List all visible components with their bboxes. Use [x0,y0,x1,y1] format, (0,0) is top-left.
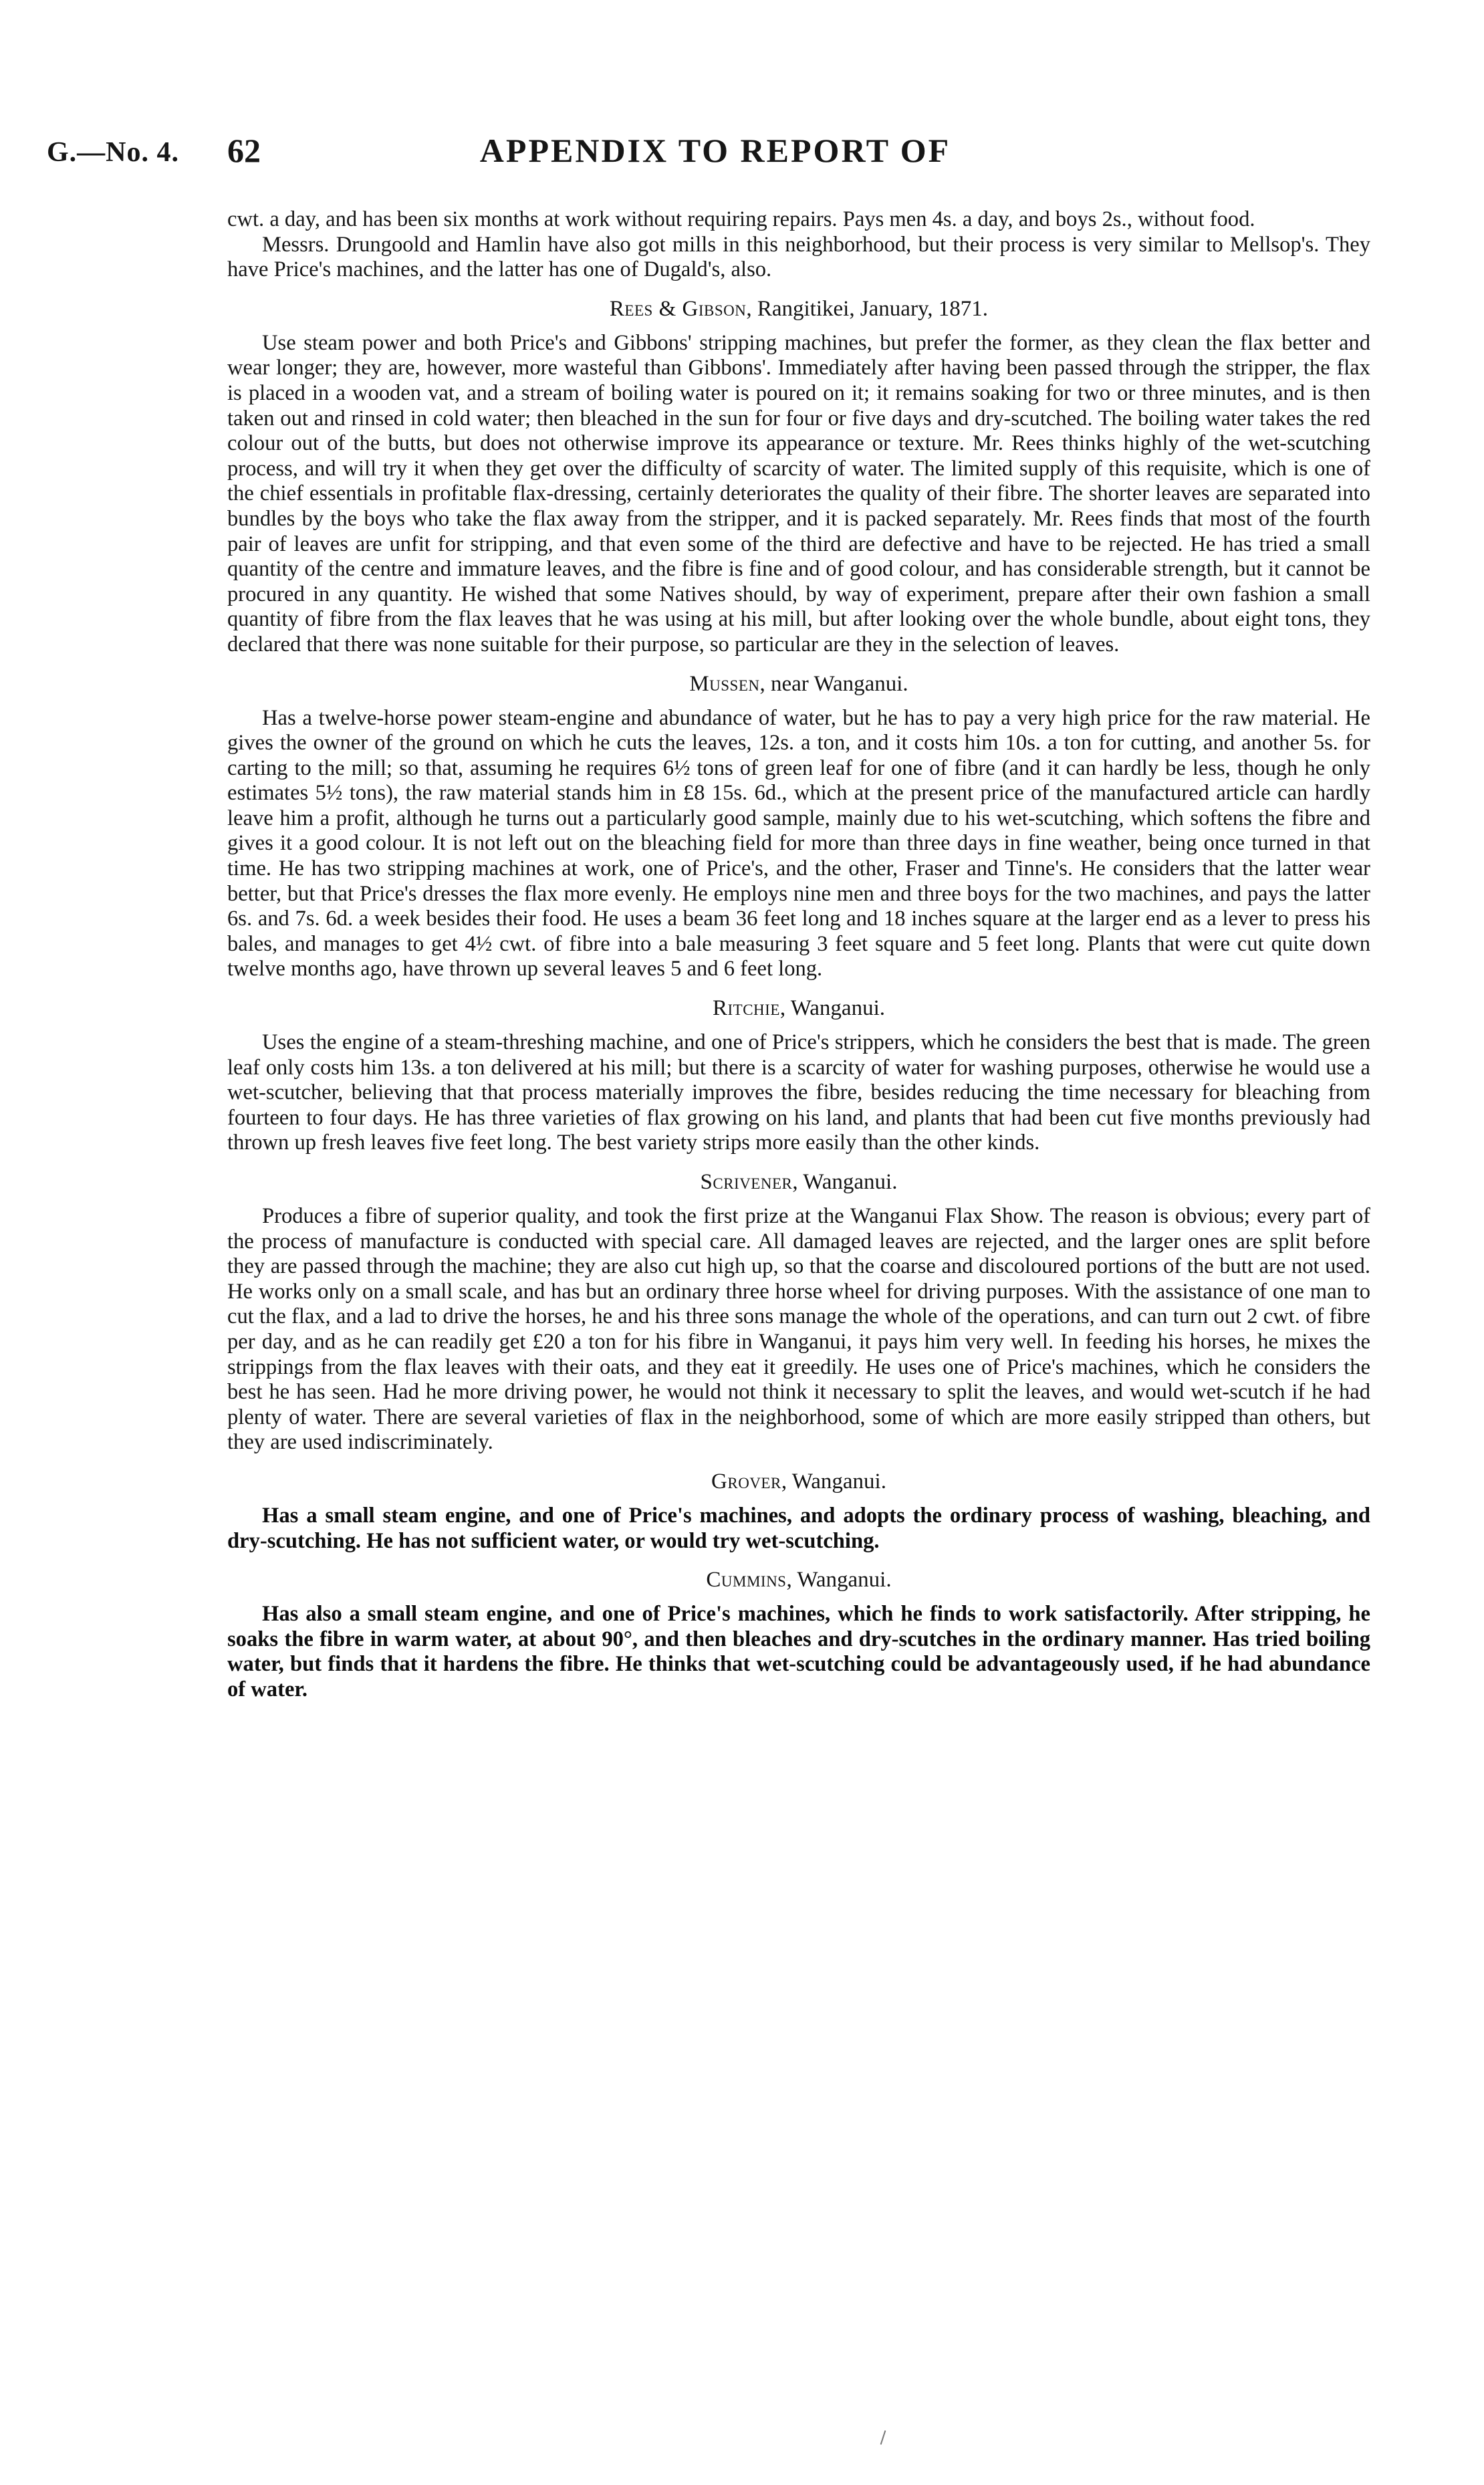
document-reference: G.—No. 4. [47,137,179,168]
section-location: , Wanganui. [779,996,885,1021]
section-name: Scrivener [700,1170,793,1194]
section-paragraph: Has also a small steam engine, and one of Price's machines, which he finds to work satisfactorily. After stripping, he soaks the fibre in warm water, at about 90°, and then bleaches and dry-scutches in the ordinary manner. Has tried boiling water, but finds that it hardens the fibre. He thinks that wet-scutching could be advantageously used, if he had abundance of water. [227,1602,1370,1701]
section-name: Rees & Gibson [609,296,747,321]
section-heading-ritchie [227,995,1370,1021]
section-heading-mussen [227,671,1370,697]
page-number: 62 [227,132,261,169]
section-paragraph: Produces a fibre of superior quality, and took the first prize at the Wanganui Flax Show. The reason is obvious; every part of the process of manufacture is conducted with special care. All damaged leaves are rejected, and the larger ones are split before they are passed through the machine; they are also cut high up, so that the coarse and discoloured portions of the butt are not used. He works only on a small scale, and has but an ordinary three horse wheel for driving purposes. With the assistance of one man to cut the flax, and a lad to drive the horses, he and his three sons manage the whole of the operations, and can turn out 2 cwt. of fibre per day, and as he can readily get £20 a ton for his fibre in Wanganui, it pays him very well. In feeding his horses, he mixes the strippings from the flax leaves with their oats, and they eat it greedily. He uses one of Price's machines, which he considers the best he has seen. Had he more driving power, he would not think it necessary to split the leaves, and would wet-scutch if he had plenty of water. There are several varieties of flax in the neighborhood, some of which are more easily stripped than others, but they are used indiscriminately. [227,1204,1370,1455]
section-location: , Wanganui. [786,1568,892,1592]
section-name: Ritchie [712,996,780,1021]
section-paragraph: Has a small steam engine, and one of Price's machines, and adopts the ordinary process of washing, bleaching, and dry-scutching. He has not sufficient water, or would try wet-scutching. [227,1503,1370,1553]
page-header [47,131,1384,178]
section-location: , Wanganui. [781,1469,886,1494]
section-heading-rees-gibson [227,296,1370,322]
page-title: APPENDIX TO REPORT OF [479,132,951,169]
intro-paragraph-2: Messrs. Drungoold and Hamlin have also got mills in this neighborhood, but their process is very similar to Mellsop's. They have Price's machines, and the latter has one of Dugald's, also. [227,232,1370,282]
section-name: Mussen [689,671,760,696]
section-location: , Rangitikei, January, 1871. [746,296,989,321]
document-body [227,207,1370,1703]
section-location: , Wanganui. [792,1170,898,1194]
section-heading-grover [227,1469,1370,1494]
section-heading-scrivener [227,1169,1370,1195]
section-name: Grover [711,1469,781,1494]
section-paragraph: Has a twelve-horse power steam-engine and abundance of water, but he has to pay a very high price for the raw material. He gives the owner of the ground on which he cuts the leaves, 12s. a ton, and it costs him 10s. a ton for cutting, and another 5s. for carting to the mill; so that, assuming he requires 6½ tons of green leaf for one of fibre (and it can hardly be less, though he only estimates 5½ tons), the raw material stands him in £8 15s. 6d., which at the present price of the manufactured article can hardly leave him a profit, although he turns out a particularly good sample, mainly due to his wet-scutching, which softens the fibre and gives it a good colour. It is not left out on the bleaching field for more than three days in fine weather, being once turned in that time. He has two stripping machines at work, one of Price's, and the other, Fraser and Tinne's. He considers that the latter wear better, but that Price's dresses the flax more evenly. He employs nine men and three boys for the two machines, and pays the latter 6s. and 7s. 6d. a week besides their food. He uses a beam 36 feet long and 18 inches square at the larger end as a lever to press his bales, and manages to get 4½ cwt. of fibre into a bale measuring 3 feet square and 5 feet long. Plants that were cut quite down twelve months ago, have thrown up several leaves 5 and 6 feet long. [227,705,1370,981]
intro-paragraph-1: cwt. a day, and has been six months at work without requiring repairs. Pays men 4s. a day, and boys 2s., without food. [227,207,1255,231]
ink-mark [880,2430,886,2445]
section-heading-cummins [227,1567,1370,1592]
section-paragraph: Use steam power and both Price's and Gibbons' stripping machines, but prefer the former, as they clean the flax better and wear longer; they are, however, more wasteful than Gibbons'. Immediately after having been passed through the stripper, the flax is placed in a wooden vat, and a stream of boiling water is poured on it; it remains soaking for two or three minutes, and is then taken out and rinsed in cold water; then bleached in the sun for four or five days and dry-scutched. The boiling water takes the red colour out of the butts, but does not otherwise improve its appearance or texture. Mr. Rees thinks highly of the wet-scutching process, and will try it when they get over the difficulty of scarcity of water. The limited supply of this requisite, which is one of the chief essentials in profitable flax-dressing, certainly deteriorates the quality of their fibre. The shorter leaves are separated into bundles by the boys who take the flax away from the stripper, and it is packed separately. Mr. Rees finds that most of the fourth pair of leaves are unfit for stripping, and that even some of the third are defective and have to be rejected. He has tried a small quantity of the centre and immature leaves, and the fibre is fine and of good colour, and has considerable strength, but it cannot be procured in any quantity. He wished that some Natives should, by way of experiment, prepare after their own fashion a small quantity of fibre from the flax leaves that he was using at his mill, but after looking over the whole bundle, about eight tons, they declared that there was none suitable for their purpose, so particular are they in the selection of leaves. [227,330,1370,657]
section-paragraph: Uses the engine of a steam-threshing machine, and one of Price's strippers, which he considers the best that is made. The green leaf only costs him 13s. a ton delivered at his mill; but there is a scarcity of water for washing purposes, otherwise he would use a wet-scutcher, believing that that process materially improves the fibre, besides reducing the time necessary for bleaching from fourteen to four days. He has three varieties of flax growing on his land, and plants that had been cut five months previously had thrown up fresh leaves five feet long. The best variety strips more easily than the other kinds. [227,1030,1370,1155]
section-name: Cummins [706,1568,787,1592]
section-location: , near Wanganui. [759,671,908,696]
